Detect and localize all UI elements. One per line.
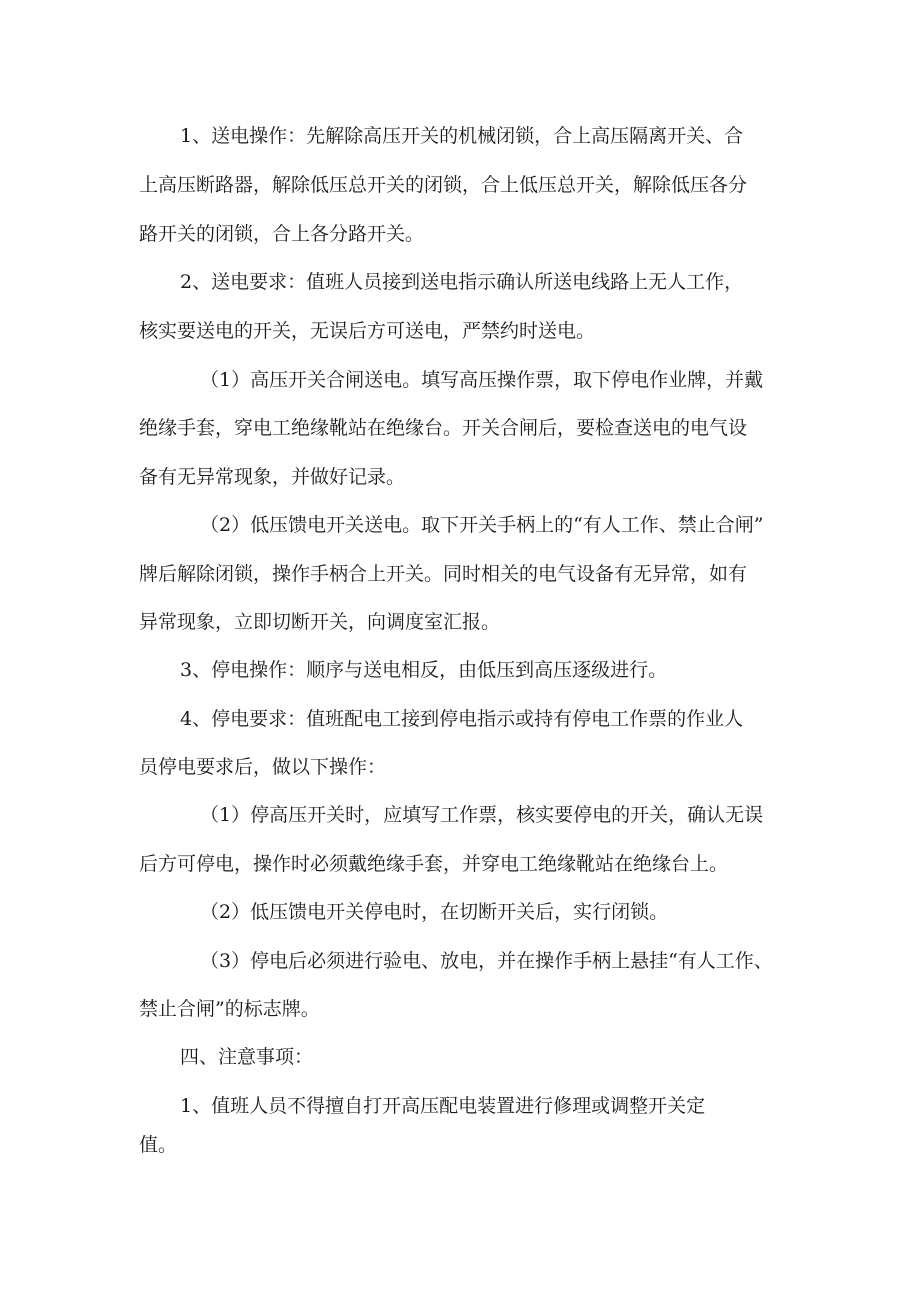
text-line: （1）高压开关合闸送电。填写高压操作票，取下停电作业牌，并戴 (200, 369, 764, 391)
text-line: （2）低压馈电开关送电。取下开关手柄上的“有人工作、禁止合闸” (200, 514, 764, 536)
text-line: 1、值班人员不得擅自打开高压配电装置进行修理或调整开关定 (180, 1095, 706, 1117)
text-line: 核实要送电的开关，无误后方可送电，严禁约时送电。 (139, 320, 596, 342)
text-line: 上高压断路器，解除低压总开关的闭锁，合上低压总开关，解除低压各分 (139, 174, 748, 196)
text-line: （1）停高压开关时，应填写工作票，核实要停电的开关，确认无误 (200, 804, 764, 826)
text-line: 异常现象，立即切断开关，向调度室汇报。 (139, 611, 501, 633)
section-heading: 四、注意事项： (180, 1046, 314, 1068)
text-line: 绝缘手套，穿电工绝缘靴站在绝缘台。开关合闸后，要检查送电的电气设 (139, 417, 748, 439)
text-line: 4、停电要求：值班配电工接到停电指示或持有停电工作票的作业人 (180, 708, 744, 730)
text-line: 2、送电要求：值班人员接到送电指示确认所送电线路上无人工作， (180, 271, 744, 293)
text-line: 路开关的闭锁，合上各分路开关。 (139, 223, 425, 245)
text-line: 禁止合闸”的标志牌。 (139, 998, 320, 1020)
text-line: 1、送电操作：先解除高压开关的机械闭锁，合上高压隔离开关、合 (180, 125, 744, 147)
text-line: （3）停电后必须进行验电、放电，并在操作手柄上悬挂“有人工作、 (200, 950, 773, 972)
text-line: 后方可停电，操作时必须戴绝缘手套，并穿电工绝缘靴站在绝缘台上。 (139, 853, 729, 875)
text-line: （2）低压馈电开关停电时，在切断开关后，实行闭锁。 (200, 901, 669, 923)
text-line: 备有无异常现象，并做好记录。 (139, 466, 406, 488)
text-line: 牌后解除闭锁，操作手柄合上开关。同时相关的电气设备有无异常，如有 (139, 563, 748, 585)
text-line: 员停电要求后，做以下操作： (139, 756, 387, 778)
text-line: 3、停电操作：顺序与送电相反，由低压到高压逐级进行。 (180, 659, 668, 681)
text-line: 值。 (139, 1134, 178, 1156)
